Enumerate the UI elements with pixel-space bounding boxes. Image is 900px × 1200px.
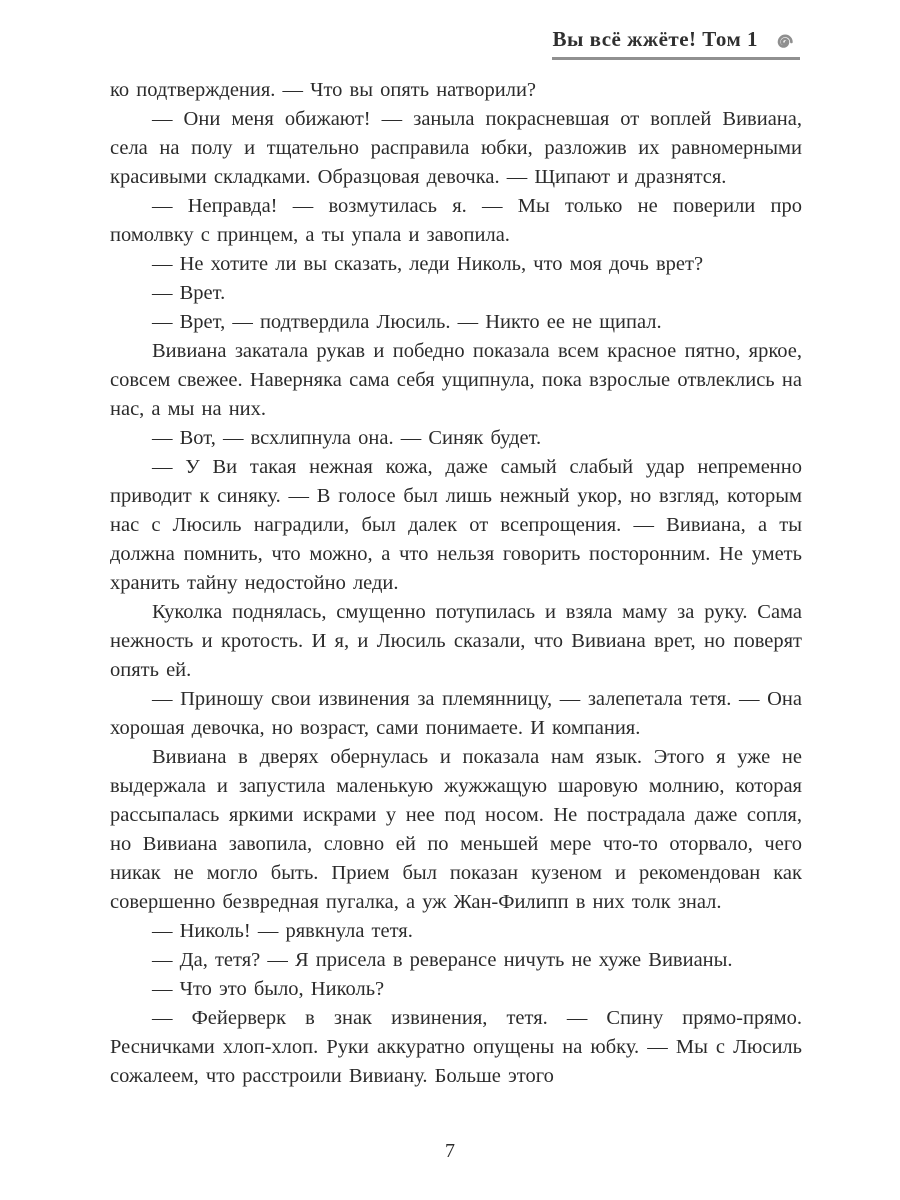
- paragraph: — Врет, — подтвердила Люсиль. — Никто ее не щипал.: [152, 311, 662, 333]
- paragraph: — Неправда! — возмутилась я. — Мы только не поверили про помолвку с принцем, а ты упала и завопила.: [110, 195, 802, 246]
- paragraph: — Да, тетя? — Я присела в реверансе ничуть не хуже Вивианы.: [152, 949, 733, 971]
- paragraph: Вивиана в дверях обернулась и показала нам язык. Этого я уже не выдержала и запустила маленькую жужжащую шаровую молнию, которая рассыпалась яркими искрами у нее под носом. Не пострадала даже сопля, но Вивиана завопила, словно ей по меньшей мере что-то оторвало, чего никак не могло быть. Прием был показан кузеном и рекомендован как совершенно безвредная пугалка, а уж Жан-Филипп в них толк знал.: [110, 746, 802, 913]
- paragraph: Вивиана закатала рукав и победно показала всем красное пятно, яркое, совсем свежее. Наверняка сама себя ущипнула, пока взрослые отвлеклись на нас, а мы на них.: [110, 340, 802, 420]
- paragraph: ко подтверждения. — Что вы опять натворили?: [110, 79, 537, 101]
- page-header: [552, 26, 800, 60]
- paragraph: — Фейерверк в знак извинения, тетя. — Спину прямо-прямо. Ресничками хлоп-хлоп. Руки аккуратно опущены на юбку. — Мы с Люсиль сожалеем, что расстроили Вивиану. Больше этого: [110, 1007, 802, 1087]
- paragraph: — Врет.: [152, 282, 226, 304]
- page-title: Вы всё жжёте! Том 1: [552, 26, 758, 51]
- paragraph: Куколка поднялась, смущенно потупилась и взяла маму за руку. Сама нежность и кротость. И я, и Люсиль сказали, что Вивиана врет, но поверят опять ей.: [110, 601, 802, 681]
- paragraph: — У Ви такая нежная кожа, даже самый слабый удар непременно приводит к синяку. — В голосе был лишь нежный укор, но взгляд, которым нас с Люсиль наградили, был далек от всепрощения. — Вивиана, а ты должна помнить, что можно, а что нельзя говорить посторонним. Не уметь хранить тайну недостойно леди.: [110, 456, 802, 594]
- paragraph: — Вот, — всхлипнула она. — Синяк будет.: [152, 427, 542, 449]
- text-block: [110, 76, 802, 1091]
- paragraph: — Николь! — рявкнула тетя.: [152, 920, 413, 942]
- spiral-icon: [768, 26, 800, 58]
- page-number: 7: [445, 1140, 455, 1162]
- paragraph: — Приношу свои извинения за племянницу, — залепетала тетя. — Она хорошая девочка, но возраст, сами понимаете. И компания.: [110, 688, 802, 739]
- paragraph: — Они меня обижают! — заныла покрасневшая от воплей Вивиана, села на полу и тщательно расправила юбки, разложив их равномерными красивыми складками. Образцовая девочка. — Щипают и дразнятся.: [110, 108, 802, 188]
- paragraph: — Не хотите ли вы сказать, леди Николь, что моя дочь врет?: [152, 253, 704, 275]
- paragraph: — Что это было, Николь?: [152, 978, 385, 1000]
